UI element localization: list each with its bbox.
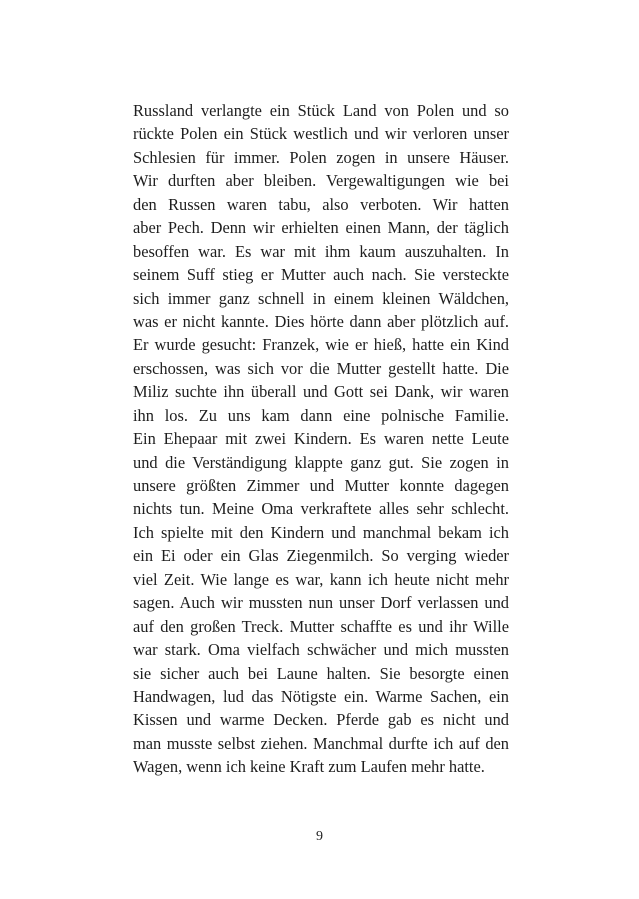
text-line: sie sicher auch bei Laune halten. Sie besorgte einen — [133, 663, 509, 683]
text-line: und die Verständigung klappte ganz gut. Sie zogen in — [133, 452, 509, 472]
text-line: ein Ei oder ein Glas Ziegenmilch. So verging wieder — [133, 546, 509, 566]
text-line: was er nicht kannte. Dies hörte dann aber plötzlich auf. — [133, 311, 509, 331]
text-line: nichts tun. Meine Oma verkraftete alles sehr schlecht. — [133, 499, 509, 519]
text-line: war stark. Oma vielfach schwächer und mich mussten — [133, 640, 509, 660]
text-line: Wir durften aber bleiben. Vergewaltigungen wie bei — [133, 171, 509, 191]
text-line: Schlesien für immer. Polen zogen in unsere Häuser. — [133, 147, 509, 167]
text-line: besoffen war. Es war mit ihm kaum auszuhalten. In — [133, 241, 509, 261]
text-line: unsere größten Zimmer und Mutter konnte dagegen — [133, 476, 509, 495]
text-line: Er wurde gesucht: Franzek, wie er hieß, hatte ein Kind — [133, 335, 509, 355]
text-line: seinem Suff stieg er Mutter auch nach. Sie versteckte — [133, 265, 509, 285]
text-line: Wagen, wenn ich keine Kraft zum Laufen mehr hatte. — [133, 757, 485, 777]
body-text — [133, 99, 509, 779]
text-line: Handwagen, lud das Nötigste ein. Warme Sachen, ein — [133, 686, 509, 706]
text-line: Kissen und warme Decken. Pferde gab es nicht und — [133, 710, 509, 730]
text-line: erschossen, was sich vor die Mutter gestellt hatte. Die — [133, 358, 509, 378]
text-line: Ich spielte mit den Kindern und manchmal bekam ich — [133, 522, 509, 542]
text-line: aber Pech. Denn wir erhielten einen Mann, der täglich — [133, 218, 509, 238]
text-line: den Russen waren tabu, also verboten. Wir hatten — [133, 194, 509, 214]
text-line: sagen. Auch wir mussten nun unser Dorf verlassen und — [133, 593, 509, 613]
text-line: rückte Polen ein Stück westlich und wir verloren unser — [133, 124, 509, 144]
text-line: Miliz suchte ihn überall und Gott sei Dank, wir waren — [133, 382, 509, 402]
text-line: auf den großen Treck. Mutter schaffte es und ihr Wille — [133, 616, 509, 636]
text-line: ihn los. Zu uns kam dann eine polnische Familie. — [133, 405, 509, 425]
text-line: Ein Ehepaar mit zwei Kindern. Es waren nette Leute — [133, 429, 509, 449]
text-line: man musste selbst ziehen. Manchmal durfte ich auf den — [133, 733, 509, 753]
page-number: 9 — [316, 829, 323, 844]
text-line: Russland verlangte ein Stück Land von Polen und so — [133, 101, 509, 120]
text-line: sich immer ganz schnell in einem kleinen Wäldchen, — [133, 288, 509, 308]
text-line: viel Zeit. Wie lange es war, kann ich heute nicht mehr — [133, 569, 509, 589]
